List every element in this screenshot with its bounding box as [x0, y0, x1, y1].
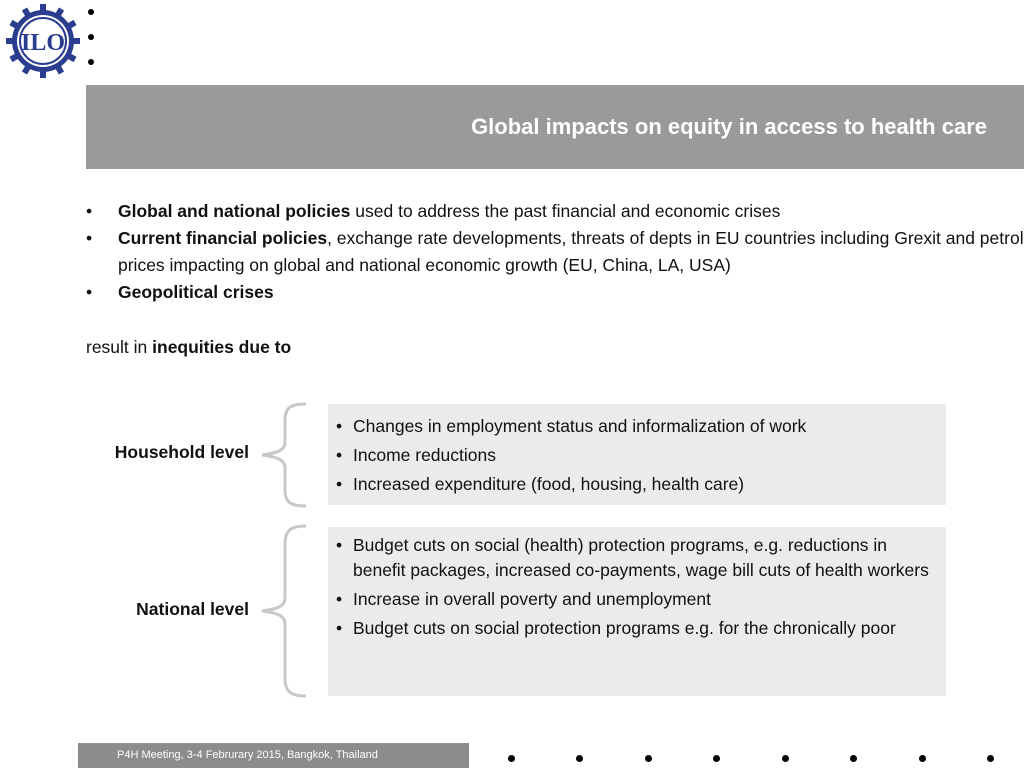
national-item: • Increase in overall poverty and unemployment	[336, 587, 934, 612]
household-item: • Income reductions	[336, 441, 934, 470]
dot	[713, 755, 720, 762]
footer-dots	[508, 755, 998, 763]
footer-text: P4H Meeting, 3-4 Februrary 2015, Bangkok, Thailand	[117, 749, 378, 761]
national-level-label: National level	[136, 599, 249, 619]
dot	[987, 755, 994, 762]
logo-text: ILO	[20, 30, 66, 56]
household-item: • Increased expenditure (food, housing, health care)	[336, 470, 934, 499]
household-brace-icon	[258, 402, 308, 508]
cause-bullet-list	[86, 198, 1024, 306]
household-impacts-box	[328, 404, 946, 505]
national-brace-icon	[258, 524, 308, 698]
title-bar	[86, 85, 1024, 169]
bullet-item	[86, 198, 1024, 225]
national-item: • Budget cuts on social protection programs e.g. for the chronically poor	[336, 616, 934, 641]
bullet-item	[86, 225, 1024, 279]
result-bold: inequities due to	[152, 337, 292, 357]
bullet-text: , exchange rate developments, threats of depts in EU countries including Grexit and petrol prices impacting on global and national economic growth (EU, China, LA, USA)	[118, 228, 1024, 275]
dot	[645, 755, 652, 762]
bullet-bold: Global and national policies	[118, 201, 351, 221]
footer-bar	[78, 743, 469, 768]
result-prefix: result in	[86, 337, 153, 357]
dot	[576, 755, 583, 762]
bullet-bold: Geopolitical crises	[118, 282, 274, 302]
logo-dots	[88, 9, 94, 84]
result-line	[86, 334, 291, 361]
dot	[88, 34, 94, 40]
national-impacts-box	[328, 527, 946, 696]
bullet-bold: Current financial policies	[118, 228, 328, 248]
dot	[88, 59, 94, 65]
ilo-logo	[3, 3, 83, 79]
bullet-item	[86, 279, 1024, 306]
dot	[850, 755, 857, 762]
dot	[508, 755, 515, 762]
dot	[88, 9, 94, 15]
household-item: • Changes in employment status and informalization of work	[336, 412, 934, 441]
slide-title: Global impacts on equity in access to health care	[471, 114, 987, 139]
dot	[919, 755, 926, 762]
household-level-label: Household level	[114, 442, 249, 462]
national-item: • Budget cuts on social (health) protection programs, e.g. reductions in benefit packages, increased co-payments, wage bill cuts of health workers	[336, 533, 934, 583]
bullet-text: used to address the past financial and economic crises	[350, 201, 781, 221]
dot	[782, 755, 789, 762]
